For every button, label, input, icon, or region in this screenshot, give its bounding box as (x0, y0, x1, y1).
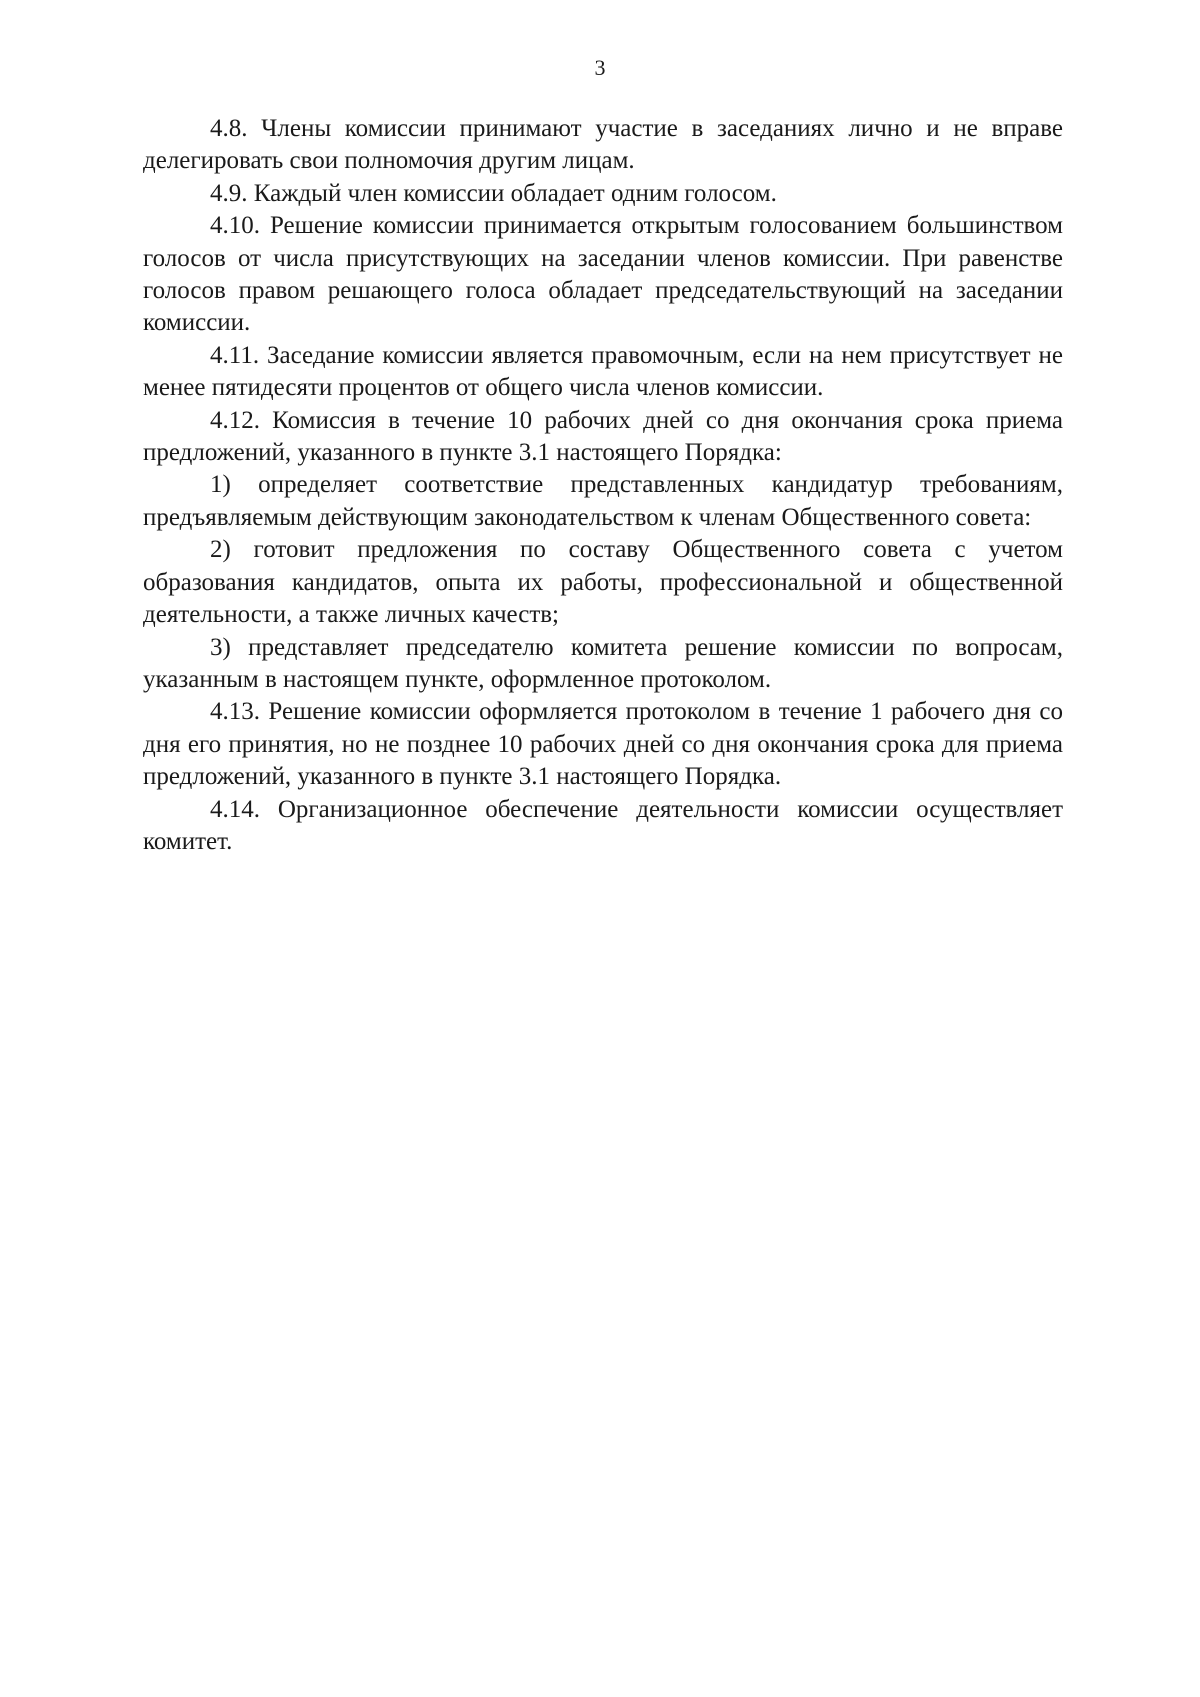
document-body (143, 113, 1063, 858)
page-number: 3 (594, 55, 606, 80)
paragraph-4-14: 4.14. Организационное обеспечение деятельности комиссии осуществляет комитет. (143, 795, 1063, 855)
list-item-2: 2) готовит предложения по составу Общественного совета с учетом образования кандидатов, опыта их работы, профессиональной и общественной деятельности, а также личных качеств; (143, 536, 1063, 629)
paragraph-4-9: 4.9. Каждый член комиссии обладает одним голосом. (210, 179, 777, 207)
paragraph-4-12: 4.12. Комиссия в течение 10 рабочих дней со дня окончания срока приема предложений, указанного в пункте 3.1 настоящего Порядка: (143, 406, 1063, 467)
paragraph-4-10: 4.10. Решение комиссии принимается открытым голосованием большинством голосов от числа присутствующих на заседании членов комиссии. При равенстве голосов правом решающего голоса обладает председательствующий на заседании комиссии. (143, 212, 1063, 337)
list-item-3: 3) представляет председателю комитета решение комиссии по вопросам, указанным в настоящем пункте, оформленное протоколом. (143, 633, 1063, 693)
paragraph-4-8: 4.8. Члены комиссии принимают участие в заседаниях лично и не вправе делегировать свои полномочия другим лицам. (143, 115, 1063, 175)
list-item-1: 1) определяет соответствие представленных кандидатур требованиям, предъявляемым действующим законодательством к членам Общественного совета: (143, 471, 1063, 531)
paragraph-4-11: 4.11. Заседание комиссии является правомочным, если на нем присутствует не менее пятидесяти процентов от общего числа членов комиссии. (143, 341, 1063, 402)
paragraph-4-13: 4.13. Решение комиссии оформляется протоколом в течение 1 рабочего дня со дня его принятия, но не позднее 10 рабочих дней со дня окончания срока для приема предложений, указанного в пункте 3.1 настоящего Порядка. (143, 698, 1063, 791)
